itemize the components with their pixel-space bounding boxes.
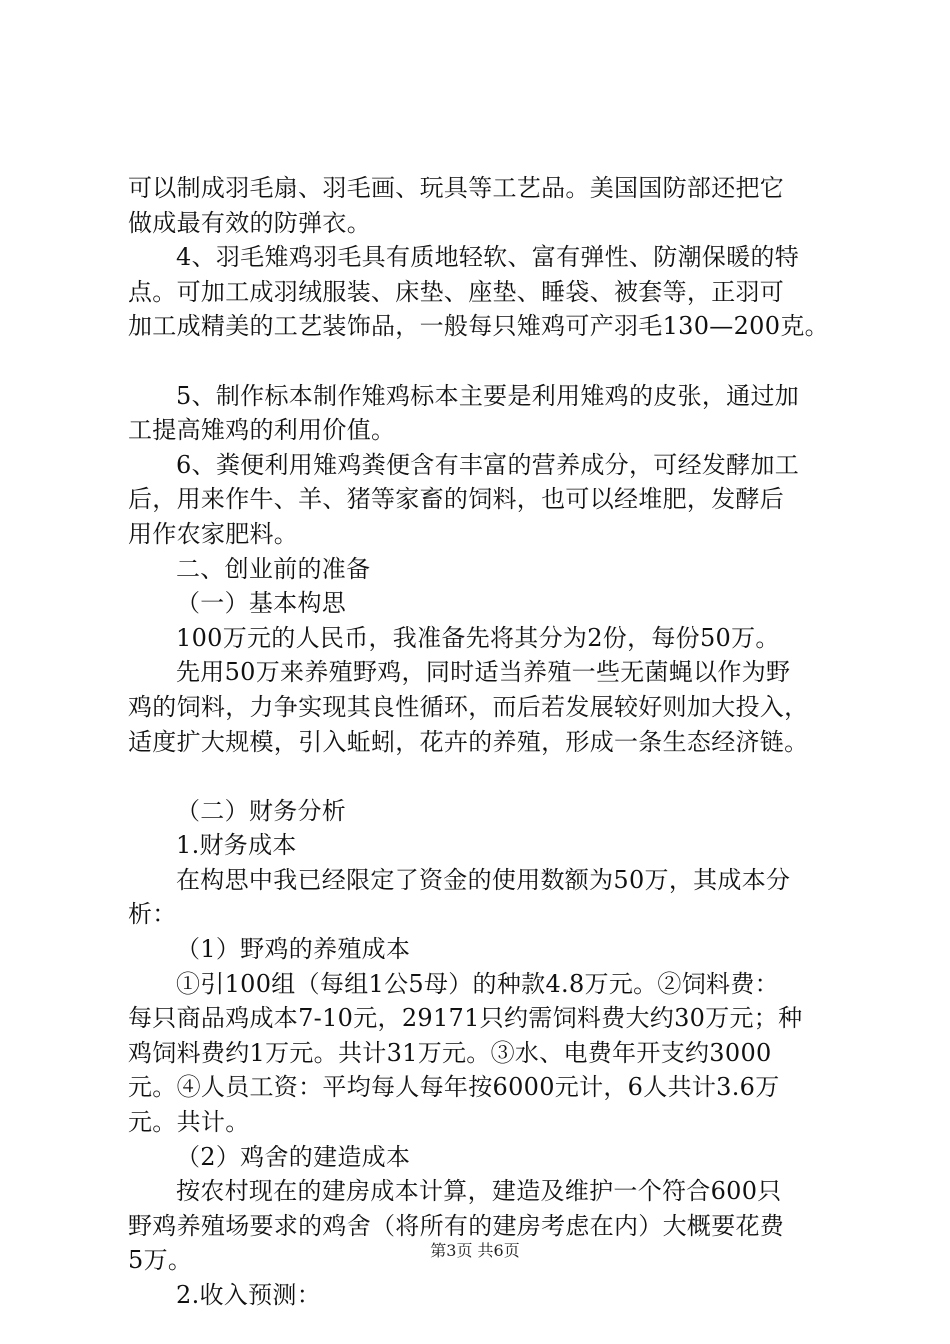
text-line: 5、制作标本制作雉鸡标本主要是利用雉鸡的皮张，通过加 [176,381,800,410]
text-line: 元。共计。 [128,1108,250,1137]
text-line: 点。可加工成羽绒服装、床垫、座垫、睡袋、被套等，正羽可 [128,277,785,306]
text-line: 每只商品鸡成本7-10元，29171只约需饲料费大约30万元；种 [128,1004,803,1033]
blank-line [128,759,836,794]
text-line: 析： [128,900,177,929]
text-line: 先用50万来养殖野鸡，同时适当养殖一些无菌蝇以作为野 [176,658,791,687]
text-line: （2）鸡舍的建造成本 [176,1142,411,1171]
text-line: （二）财务分析 [176,796,347,825]
text-line: 野鸡养殖场要求的鸡舍（将所有的建房考虑在内）大概要花费 [128,1211,785,1240]
text-line: 加工成精美的工艺装饰品，一般每只雉鸡可产羽毛130—200克。 [128,312,829,341]
text-line: 鸡饲料费约1万元。共计31万元。③水、电费年开支约3000 [128,1038,772,1067]
text-line: 适度扩大规模，引入蚯蚓，花卉的养殖，形成一条生态经济链。 [128,727,809,756]
text-line: 工提高雉鸡的利用价值。 [128,416,396,445]
text-line: 按农村现在的建房成本计算，建造及维护一个符合600只 [176,1177,782,1206]
text-line: 用作农家肥料。 [128,519,299,548]
text-line: 做成最有效的防弹衣。 [128,208,371,237]
text-line: 后，用来作牛、羊、猪等家畜的饲料，也可以经堆肥，发酵后 [128,485,785,514]
text-line: 4、羽毛雉鸡羽毛具有质地轻软、富有弹性、防潮保暖的特 [176,243,800,272]
text-line: 2.收入预测： [176,1281,321,1309]
text-line: ①引100组（每组1公5母）的种款4.8万元。②饲料费： [176,969,779,998]
text-line: 在构思中我已经限定了资金的使用数额为50万，其成本分 [176,865,791,894]
text-line: 二、创业前的准备 [176,554,371,583]
document-body [128,171,836,1313]
text-line: 100万元的人民币，我准备先将其分为2份，每份50万。 [176,623,780,652]
text-line: 6、粪便利用雉鸡粪便含有丰富的营养成分，可经发酵加工 [176,450,800,479]
text-line: 5万。 [128,1246,193,1275]
page-footer: 第3页 共6页 [430,1241,520,1260]
text-line: 可以制成羽毛扇、羽毛画、玩具等工艺品。美国国防部还把它 [128,174,785,202]
text-line: 1.财务成本 [176,831,297,860]
text-line: （一）基本构思 [176,589,347,618]
text-line: 元。④人员工资：平均每人每年按6000元计，6人共计3.6万 [128,1073,780,1102]
text-line: （1）野鸡的养殖成本 [176,935,411,964]
text-line: 鸡的饲料，力争实现其良性循环，而后若发展较好则加大投入， [128,692,809,721]
blank-line [128,344,836,379]
